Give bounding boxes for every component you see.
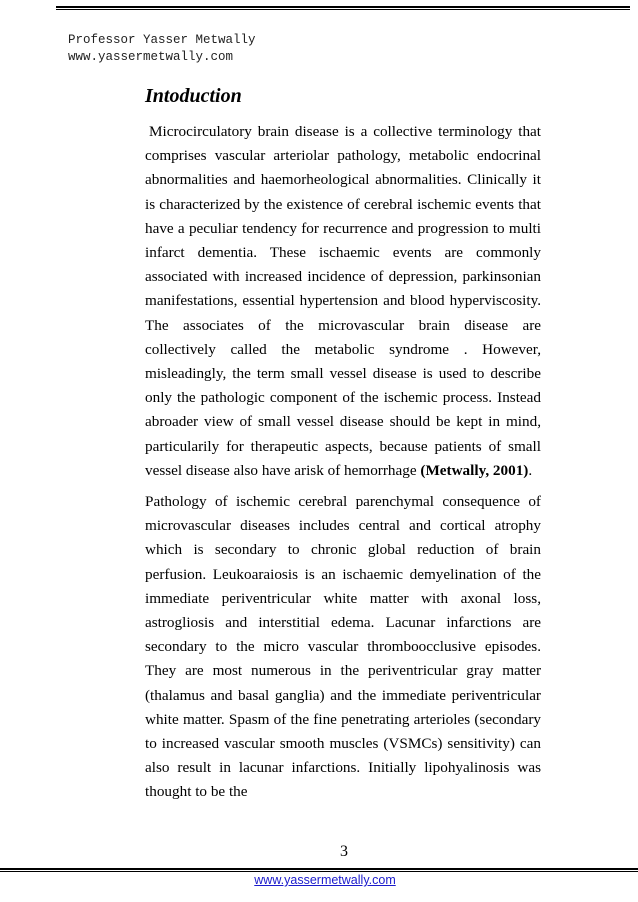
- header-rule: [56, 6, 630, 8]
- citation: (Metwally, 2001): [420, 461, 529, 479]
- page-header: [68, 32, 256, 66]
- document-body: [145, 120, 541, 805]
- paragraph-pathology: Pathology of ischemic cerebral parenchymal consequence of microvascular diseases includes central and cortical atrophy which is secondary to chronic global reduction of brain perfusion. Leukoaraiosis is an ischaemic demyelination of the immediate periventricular white matter with axonal loss, astrogliosis and interstitial edema. Lacunar infarctions are secondary to the micro vascular thromboocclusive episodes. They are most numerous in the periventricular gray matter (thalamus and basal ganglia) and the immediate periventricular white matter. Spasm of the fine penetrating arterioles (secondary to increased vascular smooth muscles (VSMCs) sensitivity) can also result in lacunar infarctions. Initially lipohyalinosis was thought to be the: [145, 493, 541, 801]
- paragraph-introduction: [145, 120, 541, 483]
- section-title: Intoduction: [145, 85, 242, 107]
- page-number: 3: [340, 843, 348, 860]
- header-author: Professor Yasser Metwally: [68, 33, 256, 47]
- header-website: www.yassermetwally.com: [68, 50, 234, 64]
- footer-website-link[interactable]: www.yassermetwally.com: [254, 873, 396, 887]
- header-rule-thin: [56, 9, 630, 10]
- paragraph-end-punctuation: .: [528, 461, 533, 479]
- footer-rule: [0, 868, 638, 870]
- paragraph-introduction-text: Microcirculatory brain disease is a collective terminology that comprises vascular arteriolar pathology, metabolic endocrinal abnormalities and haemorheological abnormalities. Clinically it is characterized by the existence of cerebral ischemic events that have a peculiar tendency for recurrence and progression to multi infarct dementia. These ischaemic events are commonly associated with increased incidence of depression, parkinsonian manifestations, essential hypertension and blood hyperviscosity. The associates of the microvascular brain disease are collectively called the metabolic syndrome . However, misleadingly, the term small vessel disease is used to describe only the pathologic component of the ischemic process. Instead abroader view of small vessel disease should be kept in mind, particularily for therapeutic aspects, because patients of small vessel disease also have arisk of hemorrhage: [145, 123, 541, 479]
